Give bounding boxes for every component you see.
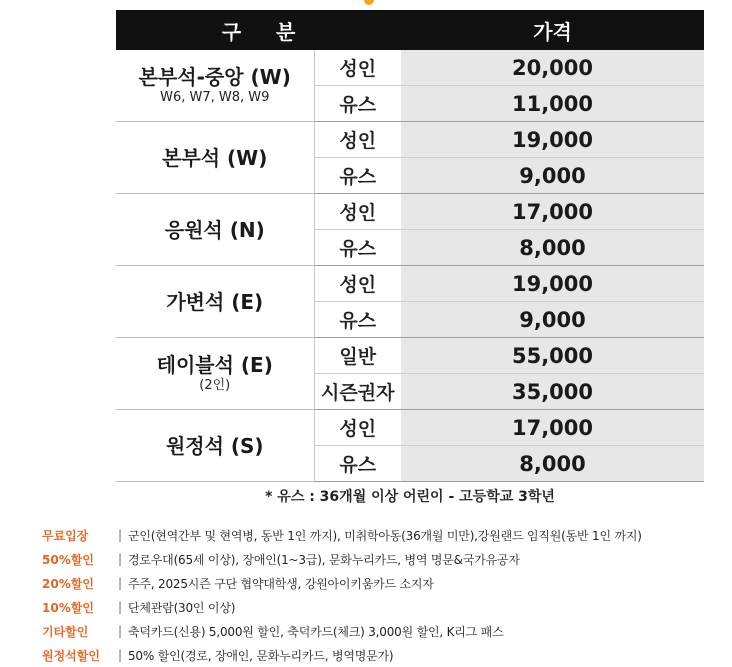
seat-section-sub: W6, W7, W8, W9 bbox=[160, 89, 270, 105]
audience-type: 일반 bbox=[314, 338, 401, 374]
divider: | bbox=[117, 648, 123, 662]
audience-type: 성인 bbox=[314, 50, 401, 86]
audience-type: 성인 bbox=[314, 410, 401, 446]
audience-type: 성인 bbox=[314, 194, 401, 230]
table-row bbox=[116, 266, 704, 302]
audience-type: 유스 bbox=[314, 302, 401, 338]
audience-type: 시즌권자 bbox=[314, 374, 401, 410]
seat-section-name: 본부석-중앙 (W) bbox=[138, 64, 291, 89]
discount-detail: 주주, 2025시즌 구단 협약대학생, 강원아이키움카드 소지자 bbox=[128, 576, 434, 591]
seat-section-cell bbox=[116, 410, 314, 482]
discount-label: 원정석할인 bbox=[42, 648, 100, 663]
seat-section-name: 응원석 (N) bbox=[164, 217, 265, 242]
list-item bbox=[42, 523, 712, 547]
price-value: 11,000 bbox=[401, 86, 704, 122]
price-value: 8,000 bbox=[401, 230, 704, 266]
discount-detail: 단체관람(30인 이상) bbox=[128, 600, 236, 615]
seat-section-cell bbox=[116, 266, 314, 338]
price-value: 20,000 bbox=[401, 50, 704, 86]
seat-section-name: 본부석 (W) bbox=[162, 145, 268, 170]
discount-label: 50%할인 bbox=[42, 552, 94, 567]
price-value: 8,000 bbox=[401, 446, 704, 482]
top-accent-mark bbox=[364, 0, 374, 5]
header-price: 가격 bbox=[401, 10, 704, 50]
price-value: 19,000 bbox=[401, 266, 704, 302]
table-row bbox=[116, 410, 704, 446]
discount-label: 무료입장 bbox=[42, 528, 89, 543]
list-item bbox=[42, 571, 712, 595]
seat-section-name: 테이블석 (E) bbox=[156, 352, 273, 377]
audience-type: 유스 bbox=[314, 230, 401, 266]
price-value: 35,000 bbox=[401, 374, 704, 410]
price-value: 17,000 bbox=[401, 194, 704, 230]
seat-section-name: 원정석 (S) bbox=[165, 433, 264, 458]
seat-section-cell bbox=[116, 194, 314, 266]
seat-section-sub: (2인) bbox=[199, 377, 231, 393]
audience-type: 유스 bbox=[314, 446, 401, 482]
price-value: 9,000 bbox=[401, 302, 704, 338]
audience-type: 성인 bbox=[314, 266, 401, 302]
discount-label: 20%할인 bbox=[42, 576, 94, 591]
discount-label: 기타할인 bbox=[42, 624, 89, 639]
audience-type: 유스 bbox=[314, 86, 401, 122]
divider: | bbox=[117, 624, 123, 638]
divider: | bbox=[117, 576, 123, 590]
audience-type: 유스 bbox=[314, 158, 401, 194]
table-row bbox=[116, 122, 704, 158]
list-item bbox=[42, 643, 712, 667]
table-header-row bbox=[116, 10, 704, 50]
list-item bbox=[42, 547, 712, 571]
header-category: 구 분 bbox=[116, 10, 401, 50]
divider: | bbox=[117, 528, 123, 542]
discount-list bbox=[42, 523, 712, 667]
table-row bbox=[116, 50, 704, 86]
audience-type: 성인 bbox=[314, 122, 401, 158]
price-value: 9,000 bbox=[401, 158, 704, 194]
discount-detail: 군인(현역간부 및 현역병, 동반 1인 까지), 미취학아동(36개월 미만),강원랜드 임직원(동반 1인 까지) bbox=[128, 528, 642, 543]
list-item bbox=[42, 595, 712, 619]
price-value: 19,000 bbox=[401, 122, 704, 158]
discount-detail: 50% 할인(경로, 장애인, 문화누리카드, 병역명문가) bbox=[128, 648, 394, 663]
discount-detail: 축덕카드(신용) 5,000원 할인, 축덕카드(체크) 3,000원 할인, K리그 패스 bbox=[128, 624, 504, 639]
discount-label: 10%할인 bbox=[42, 600, 94, 615]
price-value: 55,000 bbox=[401, 338, 704, 374]
seat-section-cell bbox=[116, 122, 314, 194]
price-value: 17,000 bbox=[401, 410, 704, 446]
seat-section-cell bbox=[116, 338, 314, 410]
discount-detail: 경로우대(65세 이상), 장애인(1~3급), 문화누리카드, 병역 명문&국가유공자 bbox=[128, 552, 520, 567]
divider: | bbox=[117, 552, 123, 566]
table-row bbox=[116, 338, 704, 374]
divider: | bbox=[117, 600, 123, 614]
seat-section-cell bbox=[116, 50, 314, 122]
list-item bbox=[42, 619, 712, 643]
youth-definition-note: * 유스 : 36개월 이상 어린이 - 고등학교 3학년 bbox=[265, 489, 555, 505]
seat-section-name: 가변석 (E) bbox=[166, 289, 264, 314]
table-row bbox=[116, 194, 704, 230]
ticket-price-table bbox=[116, 10, 704, 482]
